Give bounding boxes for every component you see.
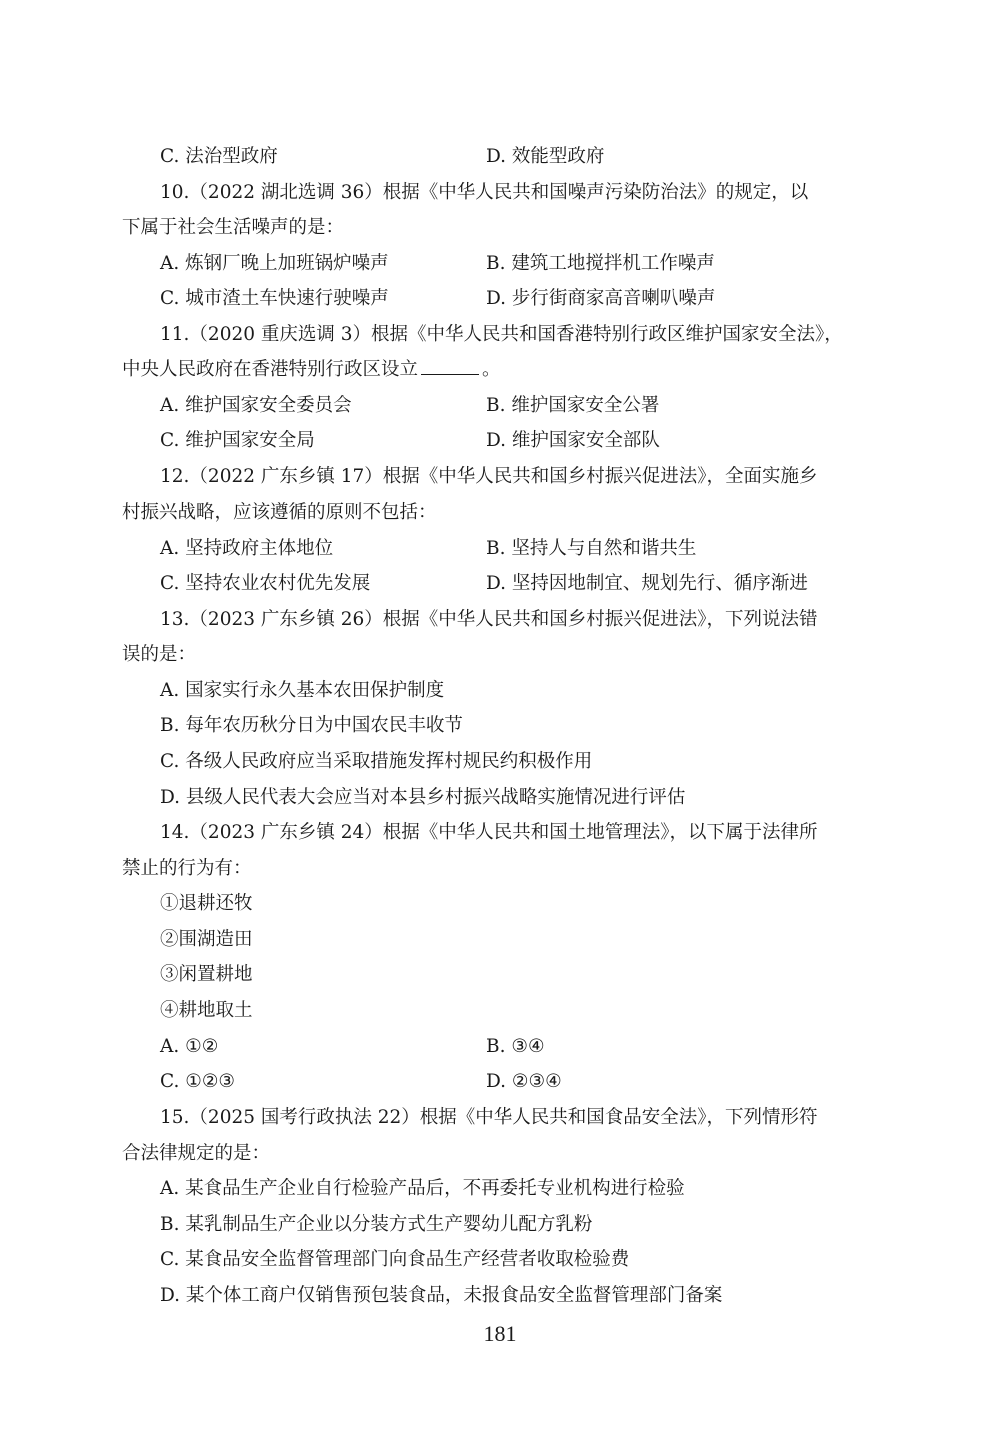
q12-option-d: D. 坚持因地制宜、规划先行、循序渐进 xyxy=(486,573,808,594)
q11-option-a: A. 维护国家安全委员会 xyxy=(160,395,352,416)
q14-option-b: B. ③④ xyxy=(486,1036,545,1057)
q10-option-d: D. 步行街商家高音喇叭噪声 xyxy=(486,288,716,309)
q12-stem-line2: 村振兴战略，应该遵循的原则不包括： xyxy=(122,502,437,523)
q12-option-b: B. 坚持人与自然和谐共生 xyxy=(486,538,697,559)
q10-stem-line1: 10.（2022 湖北选调 36）根据《中华人民共和国噪声污染防治法》的规定，以 xyxy=(160,182,809,203)
q15-option-b: B. 某乳制品生产企业以分装方式生产婴幼儿配方乳粉 xyxy=(160,1214,593,1235)
q11-option-b: B. 维护国家安全公署 xyxy=(486,395,660,416)
q10-option-c: C. 城市渣土车快速行驶噪声 xyxy=(160,288,389,309)
q11-stem-end: 。 xyxy=(482,359,501,380)
q14-stem-line2: 禁止的行为有： xyxy=(122,858,252,879)
q13-option-c: C. 各级人民政府应当采取措施发挥村规民约积极作用 xyxy=(160,751,593,772)
q10-option-a: A. 炼钢厂晚上加班锅炉噪声 xyxy=(160,253,389,274)
q15-stem-line2: 合法律规定的是： xyxy=(122,1143,271,1164)
q11-option-d: D. 维护国家安全部队 xyxy=(486,430,660,451)
q12-option-c: C. 坚持农业农村优先发展 xyxy=(160,573,371,594)
q12-option-a: A. 坚持政府主体地位 xyxy=(160,538,334,559)
q13-option-b: B. 每年农历秋分日为中国农民丰收节 xyxy=(160,715,463,736)
q15-option-a: A. 某食品生产企业自行检验产品后，不再委托专业机构进行检验 xyxy=(160,1178,685,1199)
q13-option-a: A. 国家实行永久基本农田保护制度 xyxy=(160,680,445,701)
q13-option-d: D. 县级人民代表大会应当对本县乡村振兴战略实施情况进行评估 xyxy=(160,787,686,808)
q11-option-c: C. 维护国家安全局 xyxy=(160,430,315,451)
q15-stem-line1: 15.（2025 国考行政执法 22）根据《中华人民共和国食品安全法》，下列情形符 xyxy=(160,1107,818,1128)
q14-option-d: D. ②③④ xyxy=(486,1071,562,1092)
q9-option-c: C. 法治型政府 xyxy=(160,146,278,167)
q11-stem-line2 xyxy=(122,358,501,382)
q10-option-b: B. 建筑工地搅拌机工作噪声 xyxy=(486,253,715,274)
q14-stem-line1: 14.（2023 广东乡镇 24）根据《中华人民共和国土地管理法》，以下属于法律所 xyxy=(160,822,818,843)
q14-item-1: ①退耕还牧 xyxy=(160,893,253,914)
q10-stem-line2: 下属于社会生活噪声的是： xyxy=(122,217,345,238)
q11-stem-text: 中央人民政府在香港特别行政区设立 xyxy=(122,359,419,380)
q14-item-4: ④耕地取土 xyxy=(160,1000,253,1021)
q14-option-c: C. ①②③ xyxy=(160,1071,236,1092)
q12-stem-line1: 12.（2022 广东乡镇 17）根据《中华人民共和国乡村振兴促进法》，全面实施乡 xyxy=(160,466,818,487)
q14-option-a: A. ①② xyxy=(160,1036,219,1057)
q13-stem-line2: 误的是： xyxy=(122,644,197,665)
q11-stem-line1: 11.（2020 重庆选调 3）根据《中华人民共和国香港特别行政区维护国家安全法》， xyxy=(160,324,843,345)
answer-blank xyxy=(421,358,479,375)
page-number: 181 xyxy=(483,1321,517,1346)
q14-item-2: ②围湖造田 xyxy=(160,929,253,950)
q14-item-3: ③闲置耕地 xyxy=(160,964,253,985)
q9-option-d: D. 效能型政府 xyxy=(486,146,605,167)
q15-option-c: C. 某食品安全监督管理部门向食品生产经营者收取检验费 xyxy=(160,1249,630,1270)
q15-option-d: D. 某个体工商户仅销售预包装食品，未报食品安全监督管理部门备案 xyxy=(160,1285,723,1306)
q13-stem-line1: 13.（2023 广东乡镇 26）根据《中华人民共和国乡村振兴促进法》，下列说法错 xyxy=(160,609,818,630)
